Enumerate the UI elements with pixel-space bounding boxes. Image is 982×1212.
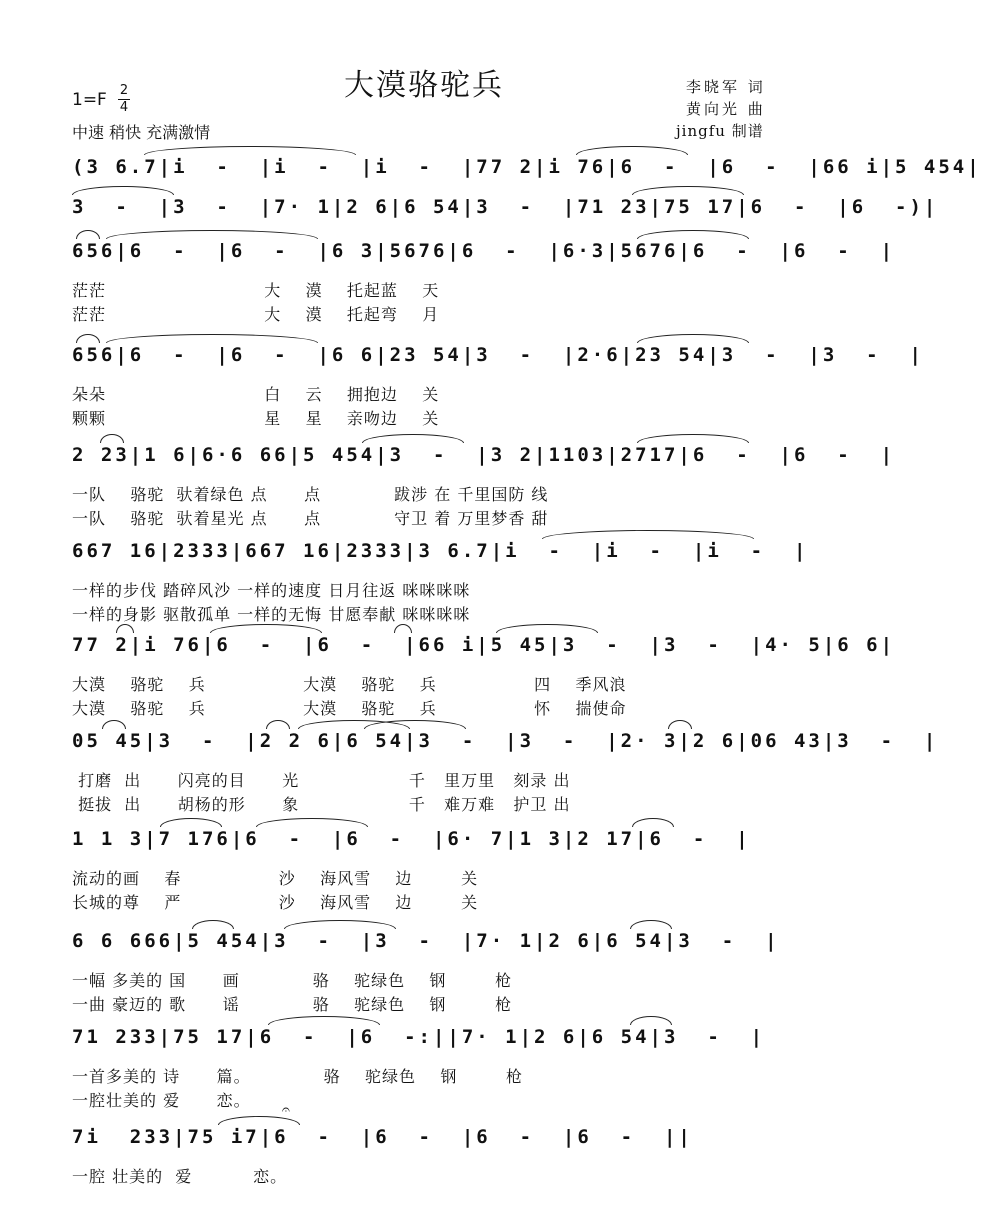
lyrics-verse-2: 颗颗 星 星 亲吻边 关 [72, 409, 440, 428]
note-line: 77 2|i 76|6 - |6 - |66 i|5 45|3 - |3 - |4· 5|6 6| [72, 634, 896, 656]
lyrics-verse-2: 一样的身影 驱散孤单 一样的无悔 甘愿奉献 咪咪咪咪 [72, 605, 471, 624]
tie-arc [268, 1016, 380, 1025]
note-line: (3 6.7|i - |i - |i - |77 2|i 76|6 - |6 - |66 i|5 454| [72, 156, 982, 178]
lyrics-verse-2: 茫茫 大 漠 托起弯 月 [72, 305, 440, 324]
slur-arc [630, 920, 672, 929]
lyrics-verse-1: 打磨 出 闪亮的目 光 千 里万里 刻录 出 [72, 771, 571, 790]
tie-arc [576, 146, 688, 155]
note-line: 6 6 666|5 454|3 - |3 - |7· 1|2 6|6 54|3 - | [72, 930, 780, 952]
slur-arc [192, 920, 234, 929]
tie-arc [72, 186, 174, 195]
lyrics-verse-2: 大漠 骆驼 兵 大漠 骆驼 兵 怀 揣使命 [72, 699, 627, 718]
note-line: 667 16|2333|667 16|2333|3 6.7|i - |i - |i - | [72, 540, 809, 562]
lyrics-verse-1: 一样的步伐 踏碎风沙 一样的速度 日月往返 咪咪咪咪 [72, 581, 471, 600]
lyrics-verse-2: 一腔壮美的 爱 恋。 [72, 1091, 251, 1110]
slur-arc [394, 624, 412, 633]
note-line: 7i 233|75 i7|6 - |6 - |6 - |6 - || [72, 1126, 693, 1148]
composer-credit: 黄向光 曲 [686, 100, 766, 118]
lyrics-verse-2: 挺拔 出 胡杨的形 象 千 难万难 护卫 出 [72, 795, 571, 814]
note-line: 05 45|3 - |2 2 6|6 54|3 - |3 - |2· 3|2 6|06 43|3 - | [72, 730, 939, 752]
slur-arc [116, 624, 134, 633]
slur-arc [630, 1016, 672, 1025]
slur-arc [102, 720, 126, 729]
slur-arc [100, 434, 124, 443]
time-signature [118, 84, 130, 115]
slur-arc [160, 818, 222, 827]
slur-arc [266, 720, 290, 729]
time-signature-top: 2 [119, 83, 129, 98]
lyrics-verse-2: 一队 骆驼 驮着星光 点 点 守卫 着 万里梦香 甜 [72, 509, 549, 528]
lyrics-verse-1: 朵朵 白 云 拥抱边 关 [72, 385, 440, 404]
note-line: 2 23|1 6|6·6 66|5 454|3 - |3 2|1103|2717|6 - |6 - | [72, 444, 896, 466]
time-signature-bottom: 4 [119, 100, 129, 115]
tie-arc [106, 334, 318, 343]
lyrics-verse-1: 一队 骆驼 驮着绿色 点 点 跋涉 在 千里国防 线 [72, 485, 549, 504]
tempo-marking: 中速 稍快 充满激情 [72, 123, 211, 142]
lyrics-verse-1: 流动的画 春 沙 海风雪 边 关 [72, 869, 479, 888]
tie-arc [496, 624, 598, 633]
lyrics-verse-2: 长城的尊 严 沙 海风雪 边 关 [72, 893, 479, 912]
note-line: 3 - |3 - |7· 1|2 6|6 54|3 - |71 23|75 17|6 - |6 -)| [72, 196, 939, 218]
tie-arc [637, 334, 749, 343]
song-title: 大漠骆驼兵 [344, 68, 504, 103]
tie-arc [637, 434, 749, 443]
fermata-icon: 𝄐 [282, 1102, 290, 1118]
note-line: 1 1 3|7 176|6 - |6 - |6· 7|1 3|2 17|6 - | [72, 828, 751, 850]
slur-arc [76, 334, 100, 343]
lyricist-credit: 李晓军 词 [686, 78, 766, 96]
note-line: 656|6 - |6 - |6 3|5676|6 - |6·3|5676|6 - |6 - | [72, 240, 896, 262]
tie-arc [542, 530, 754, 539]
lyrics-verse-2: 一曲 豪迈的 歌 谣 骆 驼绿色 钢 枪 [72, 995, 513, 1014]
key-signature: 1=F [72, 90, 107, 110]
lyrics-verse-1: 茫茫 大 漠 托起蓝 天 [72, 281, 440, 300]
slur-arc [632, 818, 674, 827]
tie-arc [284, 920, 396, 929]
note-line: 656|6 - |6 - |6 6|23 54|3 - |2·6|23 54|3 - |3 - | [72, 344, 924, 366]
tie-arc [632, 186, 744, 195]
tie-arc [637, 230, 749, 239]
tie-arc [106, 230, 318, 239]
tie-arc [144, 146, 356, 155]
lyrics-verse-1: 大漠 骆驼 兵 大漠 骆驼 兵 四 季风浪 [72, 675, 627, 694]
tie-arc [362, 434, 464, 443]
lyrics-verse-1: 一首多美的 诗 篇。 骆 驼绿色 钢 枪 [72, 1067, 524, 1086]
tie-arc [210, 624, 322, 633]
tie-arc [256, 818, 368, 827]
arranger-credit: jingfu 制谱 [676, 122, 764, 140]
slur-arc [76, 230, 100, 239]
slur-arc [668, 720, 692, 729]
lyrics-verse-1: 一腔 壮美的 爱 恋。 [72, 1167, 288, 1186]
note-line: 71 233|75 17|6 - |6 -:||7· 1|2 6|6 54|3 - | [72, 1026, 766, 1048]
lyrics-verse-1: 一幅 多美的 国 画 骆 驼绿色 钢 枪 [72, 971, 513, 990]
